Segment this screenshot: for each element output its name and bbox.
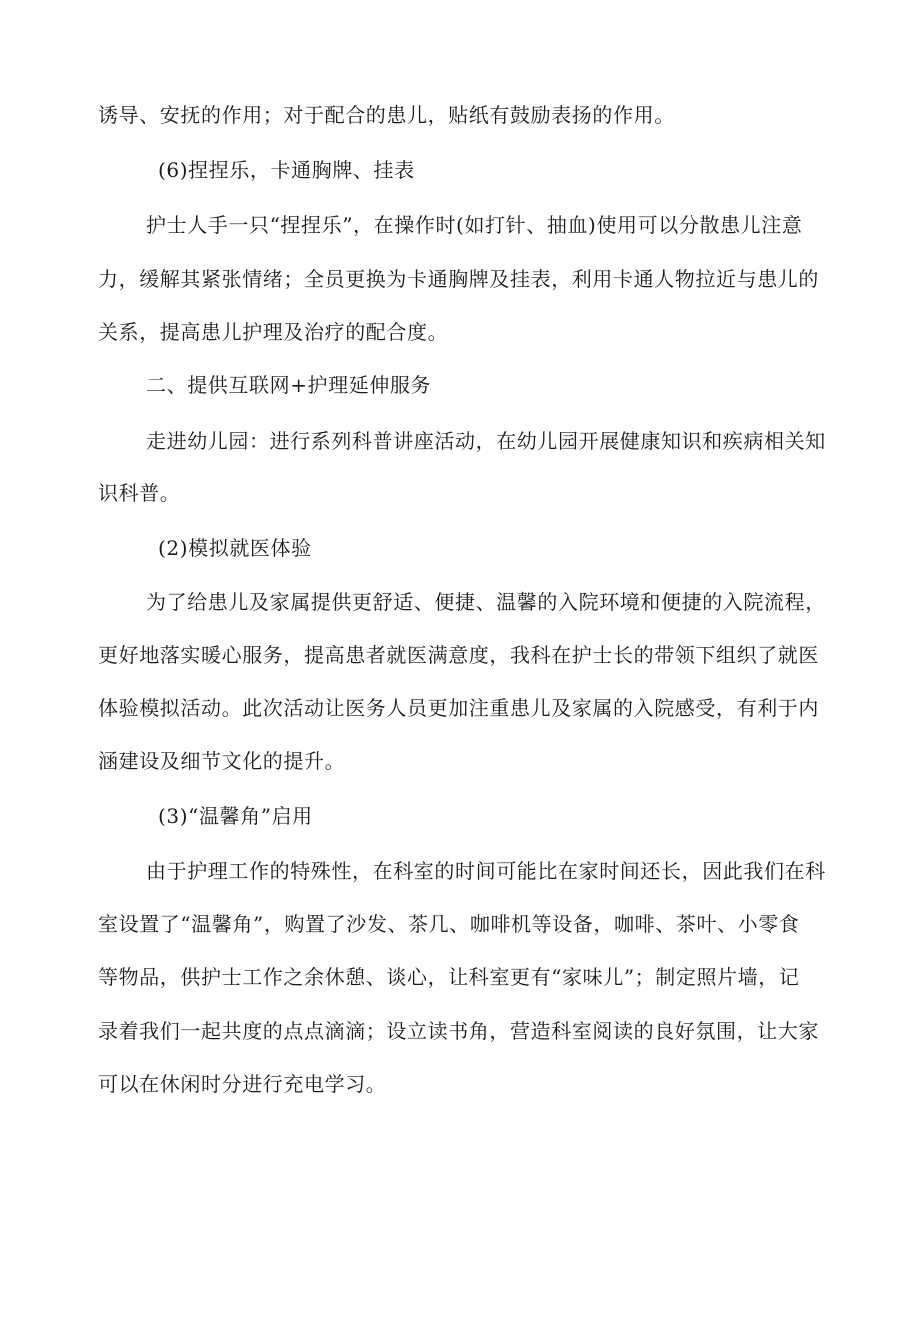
paragraph-line: 体验模拟活动。此次活动让医务人员更加注重患儿及家属的入院感受，有利于内: [98, 696, 819, 720]
paragraph-line: 力，缓解其紧张情绪；全员更换为卡通胸牌及挂表，利用卡通人物拉近与患儿的: [98, 267, 819, 291]
paragraph-line: 识科普。: [98, 481, 181, 505]
paragraph-line: 关系，提高患儿护理及治疗的配合度。: [98, 320, 449, 344]
heading-2: (2)模拟就医体验: [158, 536, 312, 560]
paragraph-line: 为了给患儿及家属提供更舒适、便捷、温馨的入院环境和便捷的入院流程，: [146, 590, 826, 614]
paragraph-line: 护士人手一只“捏捏乐”，在操作时(如打针、抽血)使用可以分散患儿注意: [146, 213, 803, 237]
paragraph-line: 更好地落实暖心服务，提高患者就医满意度，我科在护士长的带领下组织了就医: [98, 643, 819, 667]
paragraph-line: 走进幼儿园：进行系列科普讲座活动，在幼儿园开展健康知识和疾病相关知: [146, 429, 826, 453]
paragraph-line: 室设置了“温馨角”，购置了沙发、茶几、咖啡机等设备，咖啡、茶叶、小零食: [98, 912, 800, 936]
paragraph-line: 等物品，供护士工作之余休憩、谈心，让科室更有“家味儿”；制定照片墙，记: [98, 965, 800, 989]
section-heading: 二、提供互联网+护理延伸服务: [146, 373, 432, 397]
paragraph-line: 由于护理工作的特殊性，在科室的时间可能比在家时间还长，因此我们在科: [146, 859, 826, 883]
paragraph-line: 涵建设及细节文化的提升。: [98, 749, 346, 773]
heading-3: (3)“温馨角”启用: [158, 804, 313, 828]
paragraph-line: 录着我们一起共度的点点滴滴；设立读书角，营造科室阅读的良好氛围，让大家: [98, 1019, 819, 1043]
paragraph-line: 可以在休闲时分进行充电学习。: [98, 1072, 387, 1096]
paragraph-line: 诱导、安抚的作用；对于配合的患儿，贴纸有鼓励表扬的作用。: [98, 103, 675, 127]
heading-6: (6)捏捏乐，卡通胸牌、挂表: [158, 158, 415, 182]
